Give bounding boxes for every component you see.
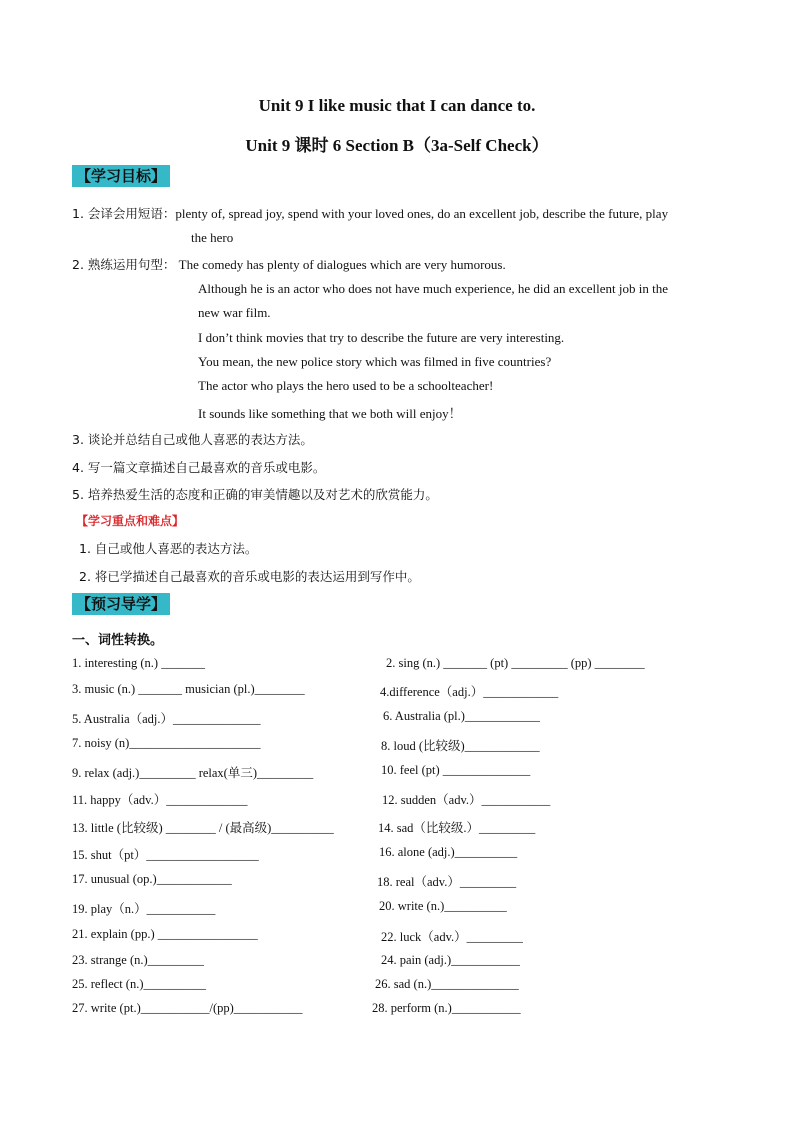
exercise-item: 13. little (比较级) ________ / (最高级)__________ [72, 821, 334, 835]
exercise-item: 12. sudden（adv.）___________ [382, 793, 551, 807]
exercise-item: 21. explain (pp.) ________________ [72, 927, 258, 941]
sentence-pattern: I don’t think movies that try to describe the future are very interesting. [198, 330, 565, 345]
exercise-item: 28. perform (n.)___________ [372, 1001, 521, 1015]
exercise-item: 6. Australia (pl.)____________ [383, 709, 540, 723]
objective-5: 5. 培养热爱生活的态度和正确的审美情趣以及对艺术的欣赏能力。 [72, 487, 438, 502]
exercise-item: 11. happy（adv.）_____________ [72, 793, 248, 807]
exercise-item: 26. sad (n.)______________ [375, 977, 519, 991]
exercise-item: 3. music (n.) _______ musician (pl.)________ [72, 682, 305, 696]
objectives-banner: 【学习目标】 [72, 165, 170, 187]
objective-3: 3. 谈论并总结自己或他人喜恶的表达方法。 [72, 432, 313, 447]
sentence-pattern: Although he is an actor who does not have much experience, he did an excellent job in the [198, 281, 669, 296]
exercise-item: 8. loud (比较级)____________ [381, 739, 540, 753]
sentence-pattern: It sounds like something that we both will enjoy！ [198, 406, 462, 421]
key-point-1: 1. 自己或他人喜恶的表达方法。 [79, 541, 258, 556]
unit-title: Unit 9 I like music that I can dance to. [258, 96, 536, 115]
objective-2: 2. 熟练运用句型： The comedy has plenty of dialogues which are very humorous. [72, 257, 506, 272]
exercise-item: 25. reflect (n.)__________ [72, 977, 206, 991]
exercise-item: 27. write (pt.)___________/(pp)___________ [72, 1001, 303, 1015]
preview-banner: 【预习导学】 [72, 593, 170, 615]
sentence-pattern: The actor who plays the hero used to be a schoolteacher! [198, 378, 494, 393]
exercise-item: 2. sing (n.) _______ (pt) _________ (pp) ________ [386, 656, 645, 670]
key-point-2: 2. 将已学描述自己最喜欢的音乐或电影的表达运用到写作中。 [79, 569, 420, 584]
exercise-item: 24. pain (adj.)___________ [381, 953, 520, 967]
exercise-item: 1. interesting (n.) _______ [72, 656, 205, 670]
objective-4: 4. 写一篇文章描述自己最喜欢的音乐或电影。 [72, 460, 326, 475]
exercise-item: 19. play（n.）___________ [72, 902, 216, 916]
exercise-item: 16. alone (adj.)__________ [379, 845, 518, 859]
exercise-item: 7. noisy (n)_____________________ [72, 736, 261, 750]
lesson-subtitle: Unit 9 课时 6 Section B（3a-Self Check） [245, 136, 549, 155]
objective-1: 1. 会译会用短语：plenty of, spread joy, spend with your loved ones, do an excellent job, describe the future, play [72, 206, 669, 221]
exercise-item: 15. shut（pt）__________________ [72, 848, 259, 862]
sentence-pattern: You mean, the new police story which was filmed in five countries? [198, 354, 552, 369]
exercise-item: 17. unusual (op.)____________ [72, 872, 232, 886]
exercise-item: 23. strange (n.)_________ [72, 953, 204, 967]
key-points-heading: 【学习重点和难点】 [76, 514, 185, 528]
exercise-item: 4.difference（adj.）____________ [380, 685, 559, 699]
exercise-item: 5. Australia（adj.）______________ [72, 712, 261, 726]
exercise-item: 9. relax (adj.)_________ relax(单三)_________ [72, 766, 314, 780]
exercise-item: 22. luck（adv.）_________ [381, 930, 523, 944]
objective-1-cont: the hero [191, 230, 234, 245]
exercise-item: 14. sad（比较级.）_________ [378, 821, 536, 835]
exercise-item: 18. real（adv.）_________ [377, 875, 517, 889]
exercise-item: 20. write (n.)__________ [379, 899, 507, 913]
section-title: 一、词性转换。 [72, 633, 164, 648]
exercise-item: 10. feel (pt) ______________ [381, 763, 531, 777]
sentence-pattern: new war film. [198, 305, 271, 320]
